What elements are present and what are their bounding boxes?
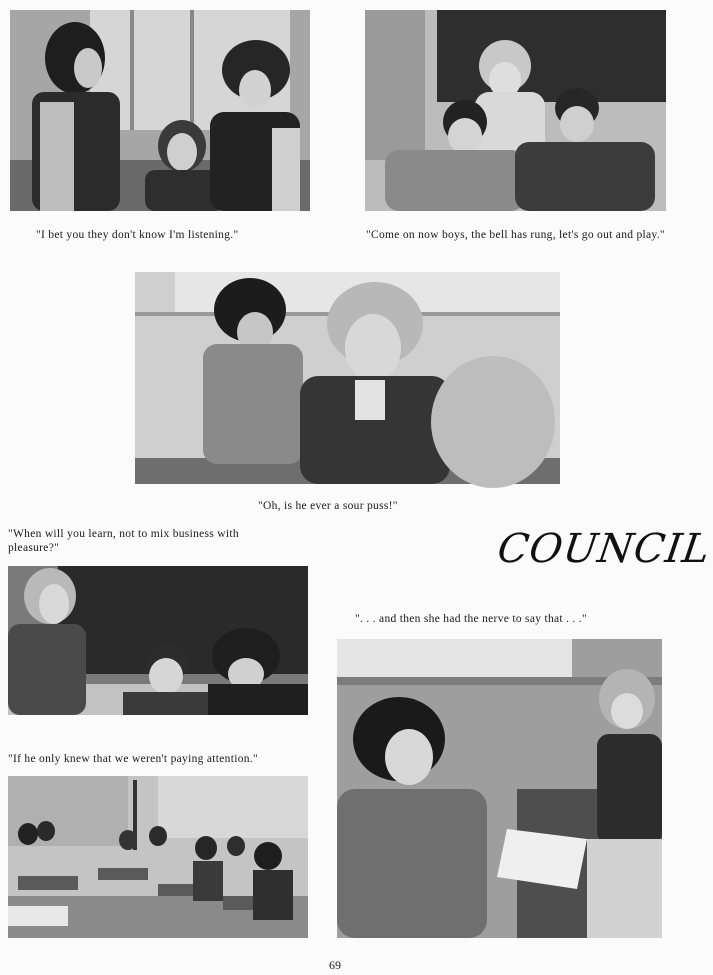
caption-photo5: ". . . and then she had the nerve to say that . . ." bbox=[355, 613, 587, 625]
photo-business-pleasure bbox=[8, 566, 308, 715]
caption-photo1: "I bet you they don't know I'm listening." bbox=[36, 229, 239, 241]
page-number: 69 bbox=[329, 958, 341, 972]
section-heading: COUNCIL bbox=[494, 526, 713, 572]
photo-classroom-attention bbox=[8, 776, 308, 938]
caption-photo6: "If he only knew that we weren't paying attention." bbox=[8, 753, 258, 765]
photo-boys-bell bbox=[365, 10, 666, 211]
caption-photo3: "Oh, is he ever a sour puss!" bbox=[258, 500, 398, 512]
caption-photo2: "Come on now boys, the bell has rung, let's go out and play." bbox=[366, 229, 665, 241]
photo-nerve-to-say bbox=[337, 639, 662, 938]
photo-girls-listening bbox=[10, 10, 310, 211]
photo-sour-puss bbox=[135, 272, 560, 484]
caption-photo4: "When will you learn, not to mix business with pleasure?" bbox=[8, 528, 243, 554]
